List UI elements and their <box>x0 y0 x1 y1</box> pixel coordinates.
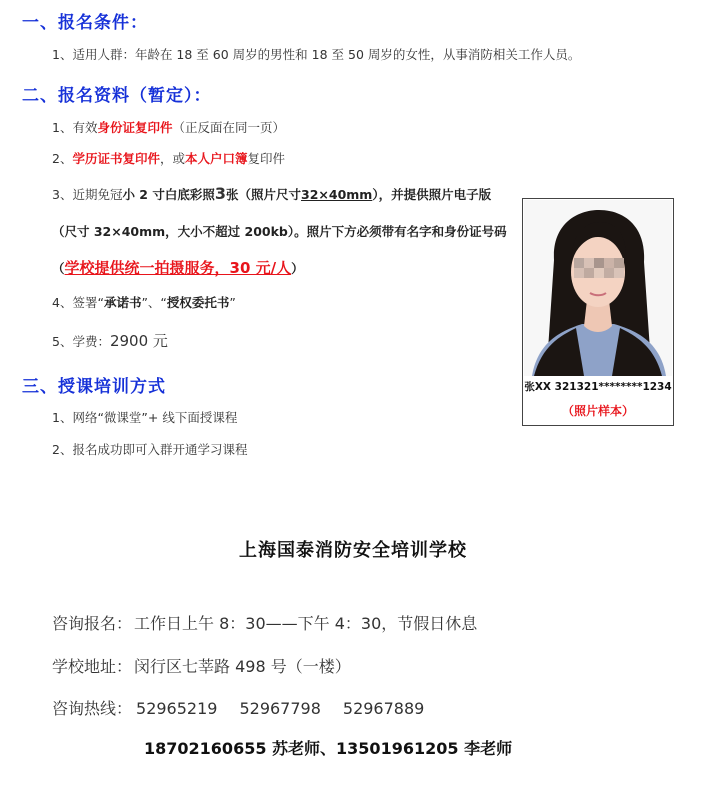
item-text: 4、签署“ <box>52 295 104 310</box>
section1-heading: 一、报名条件： <box>22 13 148 33</box>
photo-caption: 张XX 321321********1234 <box>524 381 672 393</box>
photo-dimension: 32×40mm <box>301 187 373 202</box>
item-text: ），并提供照片电子版（尺寸 32×40mm，大小不超过 200kb）。照片下方必须带有名字和身份证号码（ <box>52 187 507 276</box>
item-text: 2、 <box>52 151 73 166</box>
item-text: ” <box>229 295 236 310</box>
item-text: 1、有效 <box>52 120 98 135</box>
address-line <box>52 654 351 677</box>
photo-service-highlight: 学校提供统一拍摄服务，30 元/人 <box>64 259 292 277</box>
item-text: ”、“ <box>141 295 167 310</box>
photo-count: 3 <box>214 184 226 203</box>
item-text: 张（照片尺寸 <box>226 187 302 202</box>
sample-portrait-image <box>524 200 672 376</box>
tuition-value: 2900 元 <box>109 332 168 350</box>
id-copy-highlight: 身份证复印件 <box>97 120 173 135</box>
address-label: 学校地址： <box>52 657 133 676</box>
material-item-3 <box>52 175 512 287</box>
consult-hours-line <box>52 611 477 634</box>
material-item-5 <box>52 331 168 352</box>
material-item-2 <box>52 149 285 169</box>
hotline-line <box>52 696 446 719</box>
item-text: ，或 <box>159 151 185 166</box>
item-text: （正反面在同一页） <box>172 120 285 135</box>
consult-value: 工作日上午 8：30——下午 4：30，节假日休息 <box>134 614 478 633</box>
material-item-1 <box>52 118 285 138</box>
hotline-number: 52967798 <box>239 699 321 718</box>
item-text: ） <box>291 261 304 276</box>
photo-sample-label: （照片样本） <box>561 404 634 418</box>
section2-heading: 二、报名资料（暂定）： <box>22 86 212 106</box>
hotline-number: 52965219 <box>136 699 218 718</box>
household-register-highlight: 本人户口簿 <box>184 151 248 166</box>
material-item-4 <box>52 293 236 313</box>
hotline-number: 52967889 <box>342 699 425 718</box>
section3-heading: 三、授课培训方式 <box>22 377 166 397</box>
address-value: 闵行区七莘路 498 号（一楼） <box>134 657 351 676</box>
hotline-label: 咨询热线： <box>52 699 133 718</box>
training-item-1: 1、网络“微课堂”+ 线下面授课程 <box>52 410 238 425</box>
teacher-contacts: 18702160655 苏老师、13501961205 李老师 <box>144 739 513 758</box>
photo-size-text: 小 2 寸白底彩照 <box>122 187 215 202</box>
eligibility-item: 1、适用人群：年龄在 18 至 60 周岁的男性和 18 至 50 周岁的女性，从事消防相关工作人员。 <box>52 47 581 62</box>
photo-sample-box <box>522 198 674 426</box>
diploma-copy-highlight: 学历证书复印件 <box>72 151 160 166</box>
school-name: 上海国泰消防安全培训学校 <box>239 540 467 561</box>
item-text: 5、学费： <box>52 334 110 349</box>
training-item-2: 2、报名成功即可入群开通学习课程 <box>52 442 248 457</box>
item-text: 复印件 <box>247 151 286 166</box>
consult-label: 咨询报名： <box>52 614 133 633</box>
commitment-letter: 承诺书 <box>103 295 142 310</box>
item-text: 3、近期免冠 <box>52 187 123 202</box>
authorization-letter: 授权委托书 <box>166 295 230 310</box>
